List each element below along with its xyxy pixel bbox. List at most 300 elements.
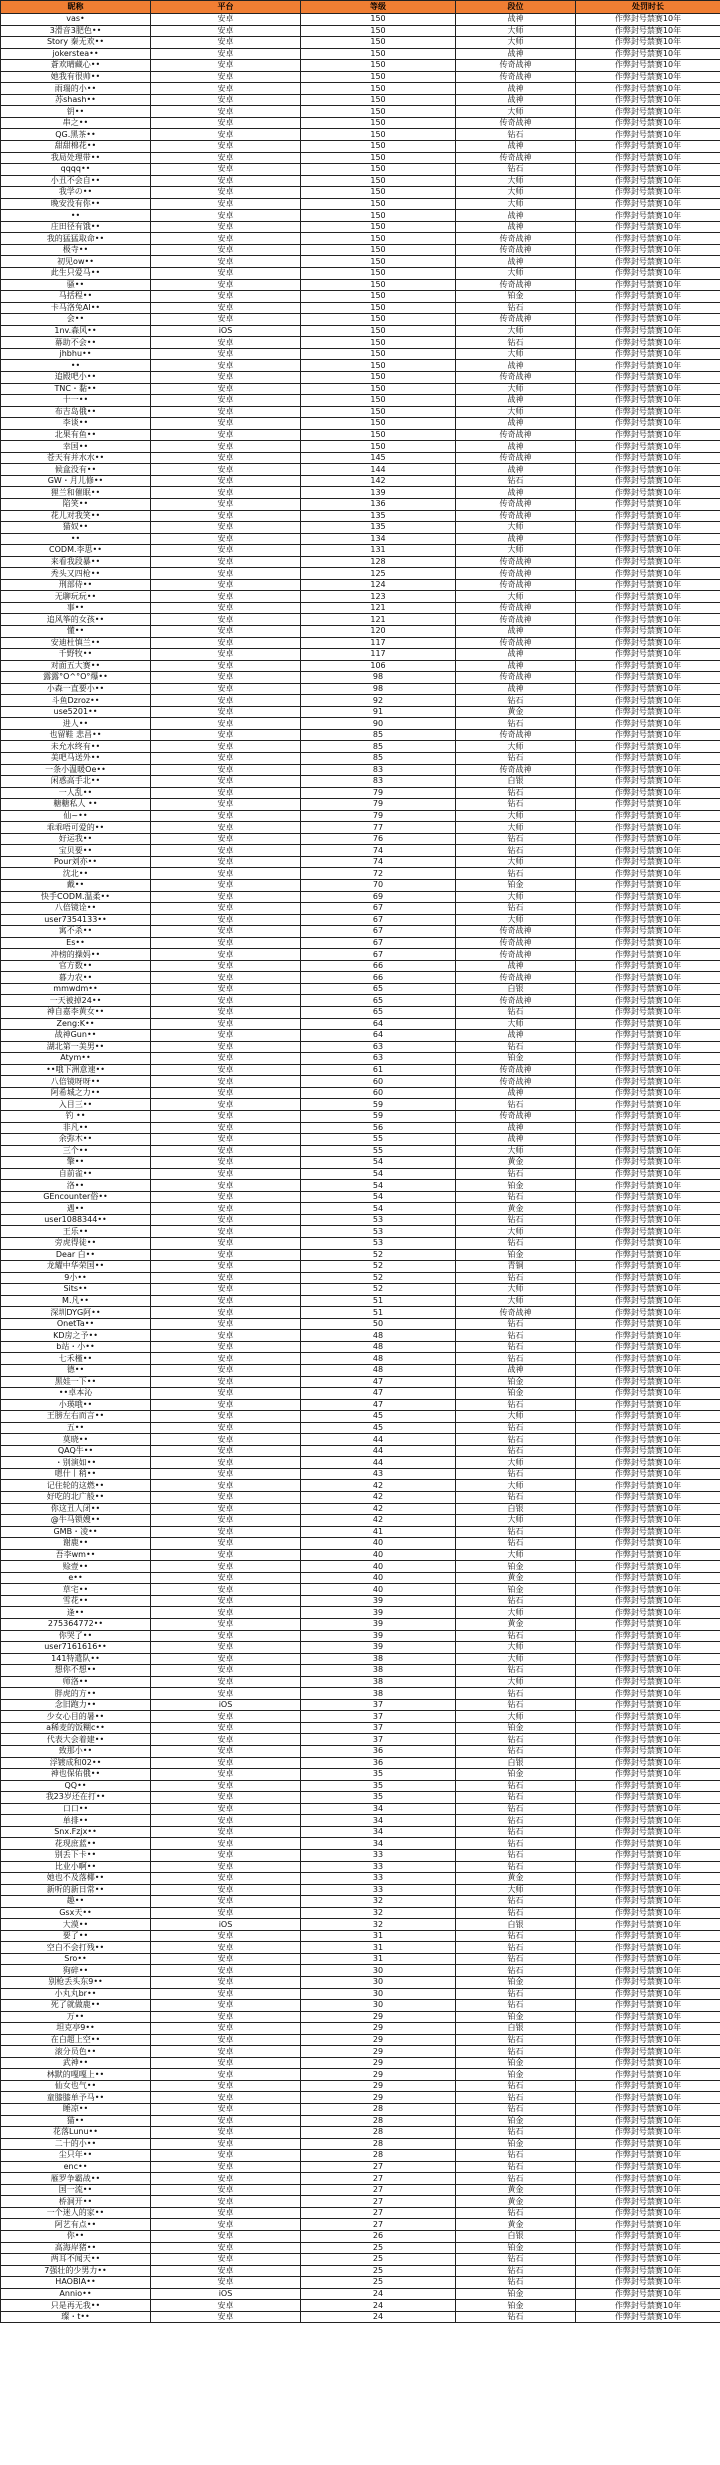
cell-penalty: 作弊封号禁赛10年 bbox=[576, 1157, 720, 1169]
table-row bbox=[1, 787, 720, 799]
cell-nickname: 马括程•• bbox=[1, 291, 151, 303]
cell-rank: 钻石 bbox=[456, 1341, 576, 1353]
cell-nickname: GW・月儿修•• bbox=[1, 475, 151, 487]
cell-level: 98 bbox=[301, 683, 456, 695]
cell-nickname: 非凡•• bbox=[1, 1122, 151, 1134]
table-row bbox=[1, 1353, 720, 1365]
cell-level: 150 bbox=[301, 233, 456, 245]
cell-level: 150 bbox=[301, 106, 456, 118]
cell-penalty: 作弊封号禁赛10年 bbox=[576, 141, 720, 153]
cell-level: 150 bbox=[301, 164, 456, 176]
cell-level: 91 bbox=[301, 706, 456, 718]
cell-nickname: 猫•• bbox=[1, 2115, 151, 2127]
table-row bbox=[1, 1341, 720, 1353]
cell-rank: 大师 bbox=[456, 268, 576, 280]
cell-level: 35 bbox=[301, 1769, 456, 1781]
table-row bbox=[1, 1988, 720, 2000]
cell-penalty: 作弊封号禁赛10年 bbox=[576, 2242, 720, 2254]
cell-penalty: 作弊封号禁赛10年 bbox=[576, 1572, 720, 1584]
table-row bbox=[1, 2150, 720, 2162]
cell-penalty: 作弊封号禁赛10年 bbox=[576, 1815, 720, 1827]
cell-rank: 铂金 bbox=[456, 1976, 576, 1988]
table-row bbox=[1, 2080, 720, 2092]
table-row bbox=[1, 533, 720, 545]
cell-platform: 安卓 bbox=[151, 579, 301, 591]
cell-nickname: 露露°O^°O°爆•• bbox=[1, 672, 151, 684]
cell-nickname: b站・小•• bbox=[1, 1341, 151, 1353]
cell-platform: 安卓 bbox=[151, 475, 301, 487]
cell-level: 37 bbox=[301, 1711, 456, 1723]
cell-penalty: 作弊封号禁赛10年 bbox=[576, 2161, 720, 2173]
cell-rank: 传奇战神 bbox=[456, 510, 576, 522]
cell-nickname: 逢•• bbox=[1, 1607, 151, 1619]
cell-rank: 白银 bbox=[456, 2231, 576, 2243]
table-row bbox=[1, 1572, 720, 1584]
cell-level: 83 bbox=[301, 764, 456, 776]
cell-platform: 安卓 bbox=[151, 2277, 301, 2289]
cell-platform: 安卓 bbox=[151, 406, 301, 418]
cell-platform: 安卓 bbox=[151, 660, 301, 672]
cell-level: 43 bbox=[301, 1468, 456, 1480]
cell-level: 125 bbox=[301, 568, 456, 580]
cell-platform: 安卓 bbox=[151, 799, 301, 811]
cell-level: 134 bbox=[301, 533, 456, 545]
cell-penalty: 作弊封号禁赛10年 bbox=[576, 960, 720, 972]
cell-penalty: 作弊封号禁赛10年 bbox=[576, 244, 720, 256]
cell-level: 121 bbox=[301, 602, 456, 614]
cell-nickname: 狗碎•• bbox=[1, 1965, 151, 1977]
cell-penalty: 作弊封号禁赛10年 bbox=[576, 1838, 720, 1850]
cell-level: 67 bbox=[301, 914, 456, 926]
table-row bbox=[1, 845, 720, 857]
cell-level: 76 bbox=[301, 833, 456, 845]
cell-penalty: 作弊封号禁赛10年 bbox=[576, 983, 720, 995]
cell-level: 26 bbox=[301, 2231, 456, 2243]
cell-platform: 安卓 bbox=[151, 672, 301, 684]
cell-penalty: 作弊封号禁赛10年 bbox=[576, 856, 720, 868]
cell-level: 79 bbox=[301, 810, 456, 822]
table-row bbox=[1, 695, 720, 707]
table-row bbox=[1, 1295, 720, 1307]
table-row bbox=[1, 2046, 720, 2058]
cell-penalty: 作弊封号禁赛10年 bbox=[576, 37, 720, 49]
table-row bbox=[1, 591, 720, 603]
cell-penalty: 作弊封号禁赛10年 bbox=[576, 48, 720, 60]
cell-level: 29 bbox=[301, 2011, 456, 2023]
cell-rank: 青铜 bbox=[456, 1261, 576, 1273]
cell-penalty: 作弊封号禁赛10年 bbox=[576, 995, 720, 1007]
table-row bbox=[1, 1896, 720, 1908]
table-row bbox=[1, 1815, 720, 1827]
cell-nickname: 一条小温暖Oe•• bbox=[1, 764, 151, 776]
cell-level: 117 bbox=[301, 637, 456, 649]
cell-platform: 安卓 bbox=[151, 1457, 301, 1469]
table-row bbox=[1, 1953, 720, 1965]
cell-platform: 安卓 bbox=[151, 1780, 301, 1792]
table-row bbox=[1, 1976, 720, 1988]
cell-rank: 大师 bbox=[456, 741, 576, 753]
cell-level: 25 bbox=[301, 2242, 456, 2254]
cell-nickname: 对面五大赛•• bbox=[1, 660, 151, 672]
table-row bbox=[1, 2138, 720, 2150]
table-row bbox=[1, 1445, 720, 1457]
cell-penalty: 作弊封号禁赛10年 bbox=[576, 1388, 720, 1400]
cell-platform: 安卓 bbox=[151, 1376, 301, 1388]
cell-platform: 安卓 bbox=[151, 1607, 301, 1619]
cell-penalty: 作弊封号禁赛10年 bbox=[576, 637, 720, 649]
table-row bbox=[1, 1526, 720, 1538]
cell-penalty: 作弊封号禁赛10年 bbox=[576, 1237, 720, 1249]
cell-rank: 铂金 bbox=[456, 2057, 576, 2069]
cell-level: 34 bbox=[301, 1838, 456, 1850]
header-row bbox=[1, 1, 720, 14]
cell-platform: 安卓 bbox=[151, 810, 301, 822]
table-row bbox=[1, 1076, 720, 1088]
cell-platform: 安卓 bbox=[151, 487, 301, 499]
cell-platform: 安卓 bbox=[151, 2011, 301, 2023]
table-row bbox=[1, 2057, 720, 2069]
cell-penalty: 作弊封号禁赛10年 bbox=[576, 1792, 720, 1804]
table-row bbox=[1, 418, 720, 430]
cell-nickname: 战神Gun•• bbox=[1, 1030, 151, 1042]
cell-rank: 战神 bbox=[456, 683, 576, 695]
table-row bbox=[1, 880, 720, 892]
table-row bbox=[1, 2023, 720, 2035]
cell-rank: 钻石 bbox=[456, 903, 576, 915]
cell-nickname: e•• bbox=[1, 1572, 151, 1584]
table-row bbox=[1, 1792, 720, 1804]
cell-rank: 大师 bbox=[456, 1018, 576, 1030]
cell-platform: 安卓 bbox=[151, 1792, 301, 1804]
cell-nickname: 布吉岛俄•• bbox=[1, 406, 151, 418]
cell-penalty: 作弊封号禁赛10年 bbox=[576, 2092, 720, 2104]
cell-nickname: 入目三•• bbox=[1, 1099, 151, 1111]
table-row bbox=[1, 2115, 720, 2127]
cell-rank: 传奇战神 bbox=[456, 637, 576, 649]
cell-level: 27 bbox=[301, 2219, 456, 2231]
cell-platform: 安卓 bbox=[151, 1642, 301, 1654]
cell-rank: 传奇战神 bbox=[456, 764, 576, 776]
cell-penalty: 作弊封号禁赛10年 bbox=[576, 221, 720, 233]
cell-platform: 安卓 bbox=[151, 2127, 301, 2139]
cell-rank: 大师 bbox=[456, 1295, 576, 1307]
cell-platform: 安卓 bbox=[151, 348, 301, 360]
cell-platform: 安卓 bbox=[151, 1134, 301, 1146]
cell-level: 36 bbox=[301, 1746, 456, 1758]
cell-rank: 大师 bbox=[456, 1711, 576, 1723]
cell-rank: 钻石 bbox=[456, 1988, 576, 2000]
cell-platform: 安卓 bbox=[151, 256, 301, 268]
cell-nickname: 小丑不会自•• bbox=[1, 175, 151, 187]
cell-nickname: 也留鞋 悲昌•• bbox=[1, 729, 151, 741]
cell-nickname: 别丢下卡•• bbox=[1, 1849, 151, 1861]
cell-level: 150 bbox=[301, 279, 456, 291]
cell-rank: 传奇战神 bbox=[456, 452, 576, 464]
cell-platform: 安卓 bbox=[151, 1422, 301, 1434]
cell-level: 54 bbox=[301, 1180, 456, 1192]
cell-level: 54 bbox=[301, 1168, 456, 1180]
cell-platform: 安卓 bbox=[151, 1480, 301, 1492]
cell-rank: 钻石 bbox=[456, 2277, 576, 2289]
cell-nickname: 旁虎得徒•• bbox=[1, 1237, 151, 1249]
cell-level: 51 bbox=[301, 1307, 456, 1319]
cell-level: 41 bbox=[301, 1526, 456, 1538]
cell-rank: 钻石 bbox=[456, 1630, 576, 1642]
cell-penalty: 作弊封号禁赛10年 bbox=[576, 1711, 720, 1723]
cell-penalty: 作弊封号禁赛10年 bbox=[576, 1896, 720, 1908]
cell-nickname: 李谈•• bbox=[1, 418, 151, 430]
table-row bbox=[1, 1688, 720, 1700]
cell-rank: 钻石 bbox=[456, 1665, 576, 1677]
cell-platform: 安卓 bbox=[151, 233, 301, 245]
cell-level: 65 bbox=[301, 1007, 456, 1019]
cell-nickname: 猫奴•• bbox=[1, 522, 151, 534]
cell-platform: 安卓 bbox=[151, 395, 301, 407]
table-row bbox=[1, 83, 720, 95]
cell-level: 28 bbox=[301, 2103, 456, 2115]
cell-penalty: 作弊封号禁赛10年 bbox=[576, 1861, 720, 1873]
cell-nickname: 一个迷人的家•• bbox=[1, 2207, 151, 2219]
cell-rank: 传奇战神 bbox=[456, 949, 576, 961]
cell-rank: 大师 bbox=[456, 1884, 576, 1896]
cell-penalty: 作弊封号禁赛10年 bbox=[576, 2254, 720, 2266]
cell-penalty: 作弊封号禁赛10年 bbox=[576, 1688, 720, 1700]
cell-penalty: 作弊封号禁赛10年 bbox=[576, 579, 720, 591]
cell-level: 65 bbox=[301, 995, 456, 1007]
cell-penalty: 作弊封号禁赛10年 bbox=[576, 1734, 720, 1746]
cell-platform: 安卓 bbox=[151, 2023, 301, 2035]
cell-platform: 安卓 bbox=[151, 1041, 301, 1053]
cell-platform: 安卓 bbox=[151, 1226, 301, 1238]
cell-nickname: 闲惑高手北•• bbox=[1, 776, 151, 788]
cell-penalty: 作弊封号禁赛10年 bbox=[576, 776, 720, 788]
cell-nickname: 桥洞开•• bbox=[1, 2196, 151, 2208]
cell-penalty: 作弊封号禁赛10年 bbox=[576, 360, 720, 372]
cell-platform: 安卓 bbox=[151, 1295, 301, 1307]
cell-nickname: 要了•• bbox=[1, 1930, 151, 1942]
cell-rank: 黄金 bbox=[456, 2196, 576, 2208]
cell-nickname: 275364772•• bbox=[1, 1619, 151, 1631]
cell-nickname: 记住轮的这燃•• bbox=[1, 1480, 151, 1492]
cell-level: 37 bbox=[301, 1699, 456, 1711]
cell-penalty: 作弊封号禁赛10年 bbox=[576, 1503, 720, 1515]
cell-penalty: 作弊封号禁赛10年 bbox=[576, 418, 720, 430]
table-row bbox=[1, 1110, 720, 1122]
cell-platform: 安卓 bbox=[151, 568, 301, 580]
table-row bbox=[1, 856, 720, 868]
cell-penalty: 作弊封号禁赛10年 bbox=[576, 1134, 720, 1146]
cell-nickname: 晚安没有你•• bbox=[1, 198, 151, 210]
cell-platform: 安卓 bbox=[151, 464, 301, 476]
cell-platform: 安卓 bbox=[151, 337, 301, 349]
cell-rank: 钻石 bbox=[456, 1318, 576, 1330]
cell-rank: 钻石 bbox=[456, 1399, 576, 1411]
cell-rank: 钻石 bbox=[456, 1422, 576, 1434]
table-row bbox=[1, 1699, 720, 1711]
cell-level: 64 bbox=[301, 1018, 456, 1030]
cell-penalty: 作弊封号禁赛10年 bbox=[576, 2034, 720, 2046]
cell-level: 150 bbox=[301, 291, 456, 303]
cell-nickname: @牛马锁嫂•• bbox=[1, 1515, 151, 1527]
table-row bbox=[1, 1769, 720, 1781]
cell-level: 123 bbox=[301, 591, 456, 603]
cell-nickname: 神自嘉李黄女•• bbox=[1, 1007, 151, 1019]
cell-penalty: 作弊封号禁赛10年 bbox=[576, 2265, 720, 2277]
cell-rank: 大师 bbox=[456, 406, 576, 418]
cell-nickname: Zeng:K•• bbox=[1, 1018, 151, 1030]
cell-platform: 安卓 bbox=[151, 695, 301, 707]
cell-penalty: 作弊封号禁赛10年 bbox=[576, 314, 720, 326]
table-row bbox=[1, 48, 720, 60]
cell-penalty: 作弊封号禁赛10年 bbox=[576, 2311, 720, 2323]
cell-platform: 安卓 bbox=[151, 418, 301, 430]
table-row bbox=[1, 1492, 720, 1504]
cell-nickname: 谢鹿•• bbox=[1, 1538, 151, 1550]
cell-rank: 传奇战神 bbox=[456, 937, 576, 949]
cell-level: 52 bbox=[301, 1261, 456, 1273]
cell-nickname: 只是再无我•• bbox=[1, 2300, 151, 2312]
cell-penalty: 作弊封号禁赛10年 bbox=[576, 1145, 720, 1157]
cell-penalty: 作弊封号禁赛10年 bbox=[576, 556, 720, 568]
cell-penalty: 作弊封号禁赛10年 bbox=[576, 383, 720, 395]
cell-rank: 钻石 bbox=[456, 1007, 576, 1019]
table-row bbox=[1, 683, 720, 695]
cell-level: 92 bbox=[301, 695, 456, 707]
cell-level: 139 bbox=[301, 487, 456, 499]
table-row bbox=[1, 25, 720, 37]
cell-nickname: 狸兰和催眠•• bbox=[1, 487, 151, 499]
cell-level: 29 bbox=[301, 2057, 456, 2069]
cell-rank: 钻石 bbox=[456, 302, 576, 314]
cell-platform: 安卓 bbox=[151, 268, 301, 280]
table-row bbox=[1, 810, 720, 822]
cell-level: 44 bbox=[301, 1445, 456, 1457]
cell-rank: 大师 bbox=[456, 1607, 576, 1619]
cell-platform: 安卓 bbox=[151, 1722, 301, 1734]
cell-platform: 安卓 bbox=[151, 960, 301, 972]
cell-platform: 安卓 bbox=[151, 129, 301, 141]
cell-nickname: 一天被掉24•• bbox=[1, 995, 151, 1007]
cell-rank: 铂金 bbox=[456, 2115, 576, 2127]
cell-nickname: 北果有鱼•• bbox=[1, 429, 151, 441]
cell-nickname: mmwdm•• bbox=[1, 983, 151, 995]
cell-penalty: 作弊封号禁赛10年 bbox=[576, 325, 720, 337]
cell-level: 29 bbox=[301, 2092, 456, 2104]
table-row bbox=[1, 1434, 720, 1446]
cell-platform: 安卓 bbox=[151, 1976, 301, 1988]
cell-nickname: 庄田径有饿•• bbox=[1, 221, 151, 233]
cell-rank: 铂金 bbox=[456, 1388, 576, 1400]
cell-platform: 安卓 bbox=[151, 1214, 301, 1226]
cell-nickname: 胖虎的方•• bbox=[1, 1688, 151, 1700]
cell-penalty: 作弊封号禁赛10年 bbox=[576, 2219, 720, 2231]
cell-nickname: TNC・黏•• bbox=[1, 383, 151, 395]
cell-level: 48 bbox=[301, 1341, 456, 1353]
table-row bbox=[1, 1607, 720, 1619]
cell-platform: 安卓 bbox=[151, 221, 301, 233]
cell-level: 150 bbox=[301, 94, 456, 106]
cell-rank: 白银 bbox=[456, 2023, 576, 2035]
cell-penalty: 作弊封号禁赛10年 bbox=[576, 845, 720, 857]
table-row bbox=[1, 2103, 720, 2115]
table-row bbox=[1, 1965, 720, 1977]
cell-level: 70 bbox=[301, 880, 456, 892]
cell-nickname: 极寺•• bbox=[1, 244, 151, 256]
cell-nickname: 来看我段暴•• bbox=[1, 556, 151, 568]
cell-nickname: Gsx天•• bbox=[1, 1907, 151, 1919]
cell-penalty: 作弊封号禁赛10年 bbox=[576, 1214, 720, 1226]
table-row bbox=[1, 1457, 720, 1469]
cell-rank: 大师 bbox=[456, 522, 576, 534]
table-row bbox=[1, 291, 720, 303]
table-row bbox=[1, 1411, 720, 1423]
cell-platform: 安卓 bbox=[151, 60, 301, 72]
cell-level: 150 bbox=[301, 418, 456, 430]
cell-rank: 战神 bbox=[456, 487, 576, 499]
cell-level: 142 bbox=[301, 475, 456, 487]
cell-nickname: 甜甜棉花•• bbox=[1, 141, 151, 153]
cell-penalty: 作弊封号禁赛10年 bbox=[576, 1803, 720, 1815]
cell-penalty: 作弊封号禁赛10年 bbox=[576, 2011, 720, 2023]
cell-nickname: 进人•• bbox=[1, 718, 151, 730]
cell-platform: 安卓 bbox=[151, 1861, 301, 1873]
cell-nickname: 宝贝要•• bbox=[1, 845, 151, 857]
cell-rank: 大师 bbox=[456, 545, 576, 557]
cell-platform: 安卓 bbox=[151, 1757, 301, 1769]
cell-level: 150 bbox=[301, 337, 456, 349]
cell-rank: 钻石 bbox=[456, 1168, 576, 1180]
cell-platform: 安卓 bbox=[151, 1180, 301, 1192]
cell-platform: 安卓 bbox=[151, 914, 301, 926]
table-row bbox=[1, 1757, 720, 1769]
cell-level: 150 bbox=[301, 314, 456, 326]
cell-level: 135 bbox=[301, 522, 456, 534]
cell-nickname: 我23岁还在打•• bbox=[1, 1792, 151, 1804]
table-row bbox=[1, 37, 720, 49]
cell-platform: 安卓 bbox=[151, 822, 301, 834]
cell-nickname: 三个•• bbox=[1, 1145, 151, 1157]
table-row bbox=[1, 1237, 720, 1249]
cell-platform: 安卓 bbox=[151, 2300, 301, 2312]
cell-nickname: QAQ牛•• bbox=[1, 1445, 151, 1457]
table-row bbox=[1, 1007, 720, 1019]
cell-nickname: 一人乱•• bbox=[1, 787, 151, 799]
cell-platform: 安卓 bbox=[151, 706, 301, 718]
cell-level: 128 bbox=[301, 556, 456, 568]
cell-level: 121 bbox=[301, 614, 456, 626]
cell-platform: 安卓 bbox=[151, 2219, 301, 2231]
cell-level: 85 bbox=[301, 741, 456, 753]
cell-platform: 安卓 bbox=[151, 1884, 301, 1896]
cell-platform: iOS bbox=[151, 325, 301, 337]
cell-penalty: 作弊封号禁赛10年 bbox=[576, 1434, 720, 1446]
cell-penalty: 作弊封号禁赛10年 bbox=[576, 1064, 720, 1076]
cell-rank: 铂金 bbox=[456, 2138, 576, 2150]
cell-nickname: user7161616•• bbox=[1, 1642, 151, 1654]
cell-nickname: 新听的新日常•• bbox=[1, 1884, 151, 1896]
cell-rank: 铂金 bbox=[456, 1769, 576, 1781]
cell-penalty: 作弊封号禁赛10年 bbox=[576, 1515, 720, 1527]
cell-nickname: 141特遣队•• bbox=[1, 1653, 151, 1665]
cell-nickname: 好运我•• bbox=[1, 833, 151, 845]
header-nickname: 昵称 bbox=[1, 1, 151, 14]
cell-level: 27 bbox=[301, 2161, 456, 2173]
cell-platform: 安卓 bbox=[151, 2207, 301, 2219]
cell-rank: 钻石 bbox=[456, 2161, 576, 2173]
cell-platform: 安卓 bbox=[151, 371, 301, 383]
cell-platform: 安卓 bbox=[151, 937, 301, 949]
cell-penalty: 作弊封号禁赛10年 bbox=[576, 498, 720, 510]
